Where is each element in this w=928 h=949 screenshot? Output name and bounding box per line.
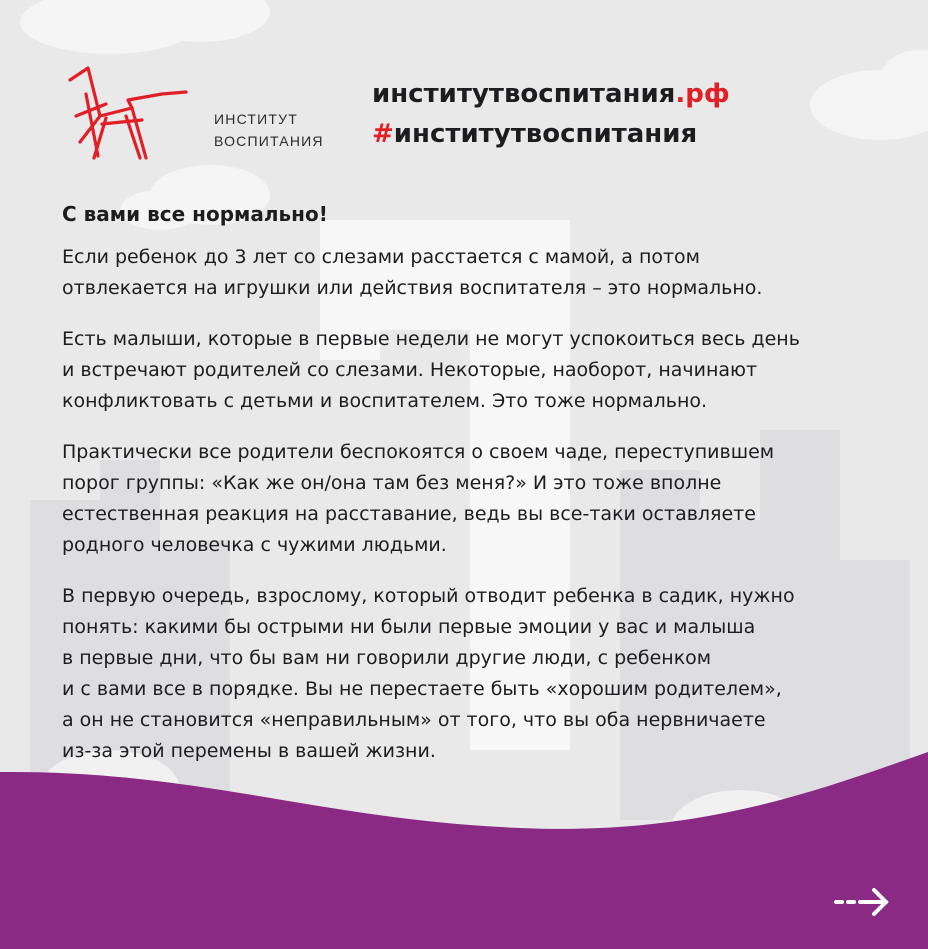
website-link[interactable] bbox=[372, 76, 730, 112]
logo-line-2: ВОСПИТАНИЯ bbox=[214, 133, 324, 149]
paragraph-3: Практически все родители беспокоятся о своем чаде, переступившем порог группы: «Как же он/она там без меня?» И это тоже вполне естественная реакция на расставание, ведь вы все-таки оставляете родного человечка с чужими людьми. bbox=[62, 441, 775, 556]
logo-line-1: ИНСТИТУТ bbox=[214, 111, 299, 127]
website-name: институтвоспитания bbox=[372, 79, 676, 109]
paragraph-1: Если ребенок до 3 лет со слезами расстается с мамой, а потом отвлекается на игрушки или действия воспитателя – это нормально. bbox=[62, 246, 763, 299]
header bbox=[0, 0, 928, 180]
chair-logo-icon bbox=[66, 64, 190, 164]
hashtag-text: институтвоспитания bbox=[393, 119, 698, 149]
paragraph-2: Есть малыши, которые в первые недели не могут успокоиться весь день и встречают родителей со слезами. Некоторые, наоборот, начинают конфликтовать с детьми и воспитателем. Это тоже нормально. bbox=[62, 328, 800, 412]
hashtag bbox=[372, 116, 697, 152]
hashtag-symbol: # bbox=[372, 119, 394, 149]
paragraph-4: В первую очередь, взрослому, который отводит ребенка в садик, нужно понять: какими бы острыми ни были первые эмоции у вас и малыша в первые дни, что бы вам ни говорили другие люди, с ребенком и с вами все в порядке. Вы не перестаете быть «хорошим родителем», а он не становится «неправильным» от того, что вы оба нервничаете из-за этой перемены в вашей жизни. bbox=[62, 585, 795, 762]
article-heading: С вами все нормально! bbox=[62, 202, 328, 226]
logo-wordmark bbox=[214, 108, 324, 152]
website-tld: .рф bbox=[675, 79, 730, 109]
arrow-right-icon[interactable] bbox=[832, 884, 894, 920]
article-body bbox=[62, 200, 902, 787]
